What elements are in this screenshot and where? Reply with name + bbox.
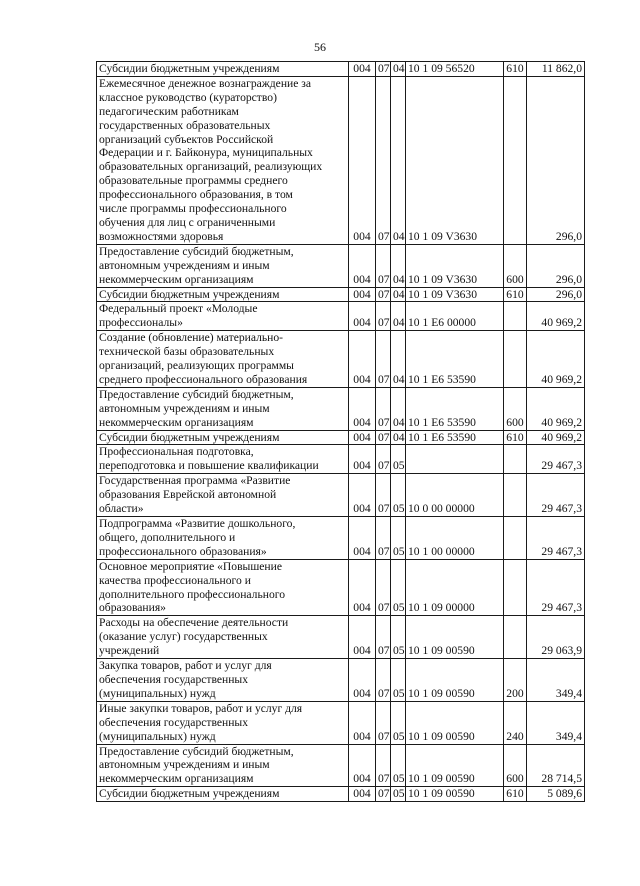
subsection-code-cell: 05 xyxy=(391,559,406,616)
section-code-cell: 07 xyxy=(376,76,391,244)
ministry-code-cell: 004 xyxy=(349,559,376,616)
subsection-code-cell: 05 xyxy=(391,744,406,787)
expense-type-code-cell: 600 xyxy=(504,244,527,287)
row-name-line: образования» xyxy=(99,601,166,615)
row-name-line: переподготовка и повышение квалификации xyxy=(99,459,319,473)
table-row xyxy=(97,331,585,388)
target-item-code-cell: 10 1 E6 00000 xyxy=(406,302,504,331)
ministry-code-cell: 004 xyxy=(349,287,376,302)
row-name-line: организаций, реализующих программы xyxy=(99,359,294,373)
amount-cell: 40 969,2 xyxy=(527,430,585,445)
row-name-line: Ежемесячное денежное вознаграждение за xyxy=(99,76,311,90)
amount-cell: 296,0 xyxy=(527,244,585,287)
row-name-cell xyxy=(97,517,349,560)
row-name-line: числе программы профессионального xyxy=(99,202,287,216)
target-item-code-cell: 10 1 09 V3630 xyxy=(406,244,504,287)
row-name-line: Создание (обновление) материально- xyxy=(99,331,284,345)
row-name-cell xyxy=(97,287,349,302)
row-name-line: Предоставление субсидий бюджетным, xyxy=(99,244,294,258)
subsection-code-cell: 05 xyxy=(391,517,406,560)
subsection-code-cell: 04 xyxy=(391,387,406,430)
row-name-cell xyxy=(97,787,349,802)
subsection-code-cell: 05 xyxy=(391,616,406,659)
row-name-line: профессионалы» xyxy=(99,316,183,330)
amount-cell: 349,4 xyxy=(527,701,585,744)
table-row xyxy=(97,76,585,244)
row-name-line: образования Еврейской автономной xyxy=(99,488,277,502)
ministry-code-cell: 004 xyxy=(349,659,376,702)
target-item-code-cell: 10 1 09 V3630 xyxy=(406,287,504,302)
expense-type-code-cell: 610 xyxy=(504,287,527,302)
row-name-cell xyxy=(97,244,349,287)
table-row xyxy=(97,387,585,430)
subsection-code-cell: 05 xyxy=(391,474,406,517)
table-row xyxy=(97,62,585,77)
target-item-code-cell: 10 1 09 00590 xyxy=(406,616,504,659)
row-name-cell xyxy=(97,430,349,445)
amount-cell: 349,4 xyxy=(527,659,585,702)
amount-cell: 40 969,2 xyxy=(527,302,585,331)
table-row xyxy=(97,616,585,659)
row-name-cell xyxy=(97,744,349,787)
ministry-code-cell: 004 xyxy=(349,474,376,517)
table-row xyxy=(97,787,585,802)
subsection-code-cell: 04 xyxy=(391,76,406,244)
ministry-code-cell: 004 xyxy=(349,244,376,287)
row-name-line: классное руководство (кураторство) xyxy=(99,90,277,104)
row-name-line: Субсидии бюджетным учреждениям xyxy=(99,787,280,801)
amount-cell: 296,0 xyxy=(527,287,585,302)
row-name-line: Подпрограмма «Развитие дошкольного, xyxy=(99,517,296,530)
row-name-cell xyxy=(97,76,349,244)
section-code-cell: 07 xyxy=(376,787,391,802)
row-name-line: педагогическим работникам xyxy=(99,104,239,118)
ministry-code-cell: 004 xyxy=(349,787,376,802)
row-name-line: обеспечения государственных xyxy=(99,672,249,686)
table-row xyxy=(97,244,585,287)
row-name-line: Федерации и г. Байконура, муниципальных xyxy=(99,146,313,160)
table-row xyxy=(97,445,585,474)
table-row xyxy=(97,302,585,331)
ministry-code-cell: 004 xyxy=(349,701,376,744)
ministry-code-cell: 004 xyxy=(349,62,376,77)
expense-type-code-cell xyxy=(504,559,527,616)
subsection-code-cell: 04 xyxy=(391,287,406,302)
subsection-code-cell: 04 xyxy=(391,331,406,388)
section-code-cell: 07 xyxy=(376,244,391,287)
table-body xyxy=(97,62,585,802)
table-row xyxy=(97,659,585,702)
row-name-line: некоммерческим организациям xyxy=(99,415,254,429)
amount-cell: 11 862,0 xyxy=(527,62,585,77)
target-item-code-cell xyxy=(406,445,504,474)
section-code-cell: 07 xyxy=(376,474,391,517)
section-code-cell: 07 xyxy=(376,62,391,77)
row-name-cell xyxy=(97,559,349,616)
row-name-line: среднего профессионального образования xyxy=(99,372,308,386)
target-item-code-cell: 10 1 09 00590 xyxy=(406,744,504,787)
row-name-line: возможностями здоровья xyxy=(99,229,224,243)
row-name-line: качества профессионального и xyxy=(99,573,251,587)
expense-type-code-cell xyxy=(504,445,527,474)
row-name-line: (муниципальных) нужд xyxy=(99,686,216,700)
expense-type-code-cell: 610 xyxy=(504,62,527,77)
ministry-code-cell: 004 xyxy=(349,445,376,474)
subsection-code-cell: 05 xyxy=(391,701,406,744)
amount-cell: 29 467,3 xyxy=(527,445,585,474)
table-row xyxy=(97,430,585,445)
ministry-code-cell: 004 xyxy=(349,387,376,430)
subsection-code-cell: 05 xyxy=(391,659,406,702)
expense-type-code-cell: 600 xyxy=(504,744,527,787)
subsection-code-cell: 04 xyxy=(391,302,406,331)
subsection-code-cell: 04 xyxy=(391,244,406,287)
section-code-cell: 07 xyxy=(376,616,391,659)
row-name-cell xyxy=(97,616,349,659)
table-row xyxy=(97,287,585,302)
target-item-code-cell: 10 1 09 00590 xyxy=(406,659,504,702)
section-code-cell: 07 xyxy=(376,744,391,787)
row-name-line: некоммерческим организациям xyxy=(99,272,254,286)
row-name-line: автономным учреждениям и иным xyxy=(99,258,270,272)
row-name-cell xyxy=(97,387,349,430)
target-item-code-cell: 10 1 E6 53590 xyxy=(406,430,504,445)
section-code-cell: 07 xyxy=(376,302,391,331)
expense-type-code-cell xyxy=(504,517,527,560)
target-item-code-cell: 10 1 09 56520 xyxy=(406,62,504,77)
ministry-code-cell: 004 xyxy=(349,76,376,244)
target-item-code-cell: 10 0 00 00000 xyxy=(406,474,504,517)
expense-type-code-cell: 610 xyxy=(504,787,527,802)
row-name-line: Предоставление субсидий бюджетным, xyxy=(99,387,294,401)
expense-type-code-cell: 200 xyxy=(504,659,527,702)
expense-type-code-cell xyxy=(504,76,527,244)
amount-cell: 28 714,5 xyxy=(527,744,585,787)
row-name-cell xyxy=(97,302,349,331)
row-name-line: Иные закупки товаров, работ и услуг для xyxy=(99,701,303,715)
row-name-line: автономным учреждениям и иным xyxy=(99,758,270,772)
subsection-code-cell: 04 xyxy=(391,62,406,77)
target-item-code-cell: 10 1 00 00000 xyxy=(406,517,504,560)
row-name-line: обеспечения государственных xyxy=(99,715,249,729)
subsection-code-cell: 05 xyxy=(391,787,406,802)
expense-type-code-cell xyxy=(504,616,527,659)
subsection-code-cell: 04 xyxy=(391,430,406,445)
row-name-line: Закупка товаров, работ и услуг для xyxy=(99,659,272,673)
row-name-line: некоммерческим организациям xyxy=(99,772,254,786)
ministry-code-cell: 004 xyxy=(349,331,376,388)
row-name-line: Расходы на обеспечение деятельности xyxy=(99,616,289,630)
section-code-cell: 07 xyxy=(376,331,391,388)
table-row xyxy=(97,701,585,744)
table-row xyxy=(97,474,585,517)
expense-type-code-cell xyxy=(504,331,527,388)
row-name-line: Государственная программа «Развитие xyxy=(99,474,291,488)
amount-cell: 40 969,2 xyxy=(527,331,585,388)
row-name-line: организаций субъектов Российской xyxy=(99,132,274,146)
row-name-line: (муниципальных) нужд xyxy=(99,729,216,743)
amount-cell: 5 089,6 xyxy=(527,787,585,802)
page-number: 56 xyxy=(314,40,326,54)
row-name-line: (оказание услуг) государственных xyxy=(99,630,268,644)
row-name-cell xyxy=(97,62,349,77)
row-name-line: области» xyxy=(99,502,144,516)
target-item-code-cell: 10 1 E6 53590 xyxy=(406,331,504,388)
row-name-line: Субсидии бюджетным учреждениям xyxy=(99,287,280,301)
target-item-code-cell: 10 1 09 00590 xyxy=(406,787,504,802)
table-row xyxy=(97,517,585,560)
amount-cell: 40 969,2 xyxy=(527,387,585,430)
ministry-code-cell: 004 xyxy=(349,517,376,560)
row-name-line: образовательные программы среднего xyxy=(99,174,288,188)
row-name-line: дополнительного профессионального xyxy=(99,587,286,601)
row-name-line: Субсидии бюджетным учреждениям xyxy=(99,62,280,75)
row-name-cell xyxy=(97,474,349,517)
expense-type-code-cell: 610 xyxy=(504,430,527,445)
section-code-cell: 07 xyxy=(376,430,391,445)
ministry-code-cell: 004 xyxy=(349,302,376,331)
row-name-line: профессионального образования» xyxy=(99,544,267,558)
section-code-cell: 07 xyxy=(376,287,391,302)
row-name-line: Федеральный проект «Молодые xyxy=(99,302,258,316)
amount-cell: 29 467,3 xyxy=(527,517,585,560)
amount-cell: 29 063,9 xyxy=(527,616,585,659)
section-code-cell: 07 xyxy=(376,659,391,702)
section-code-cell: 07 xyxy=(376,445,391,474)
ministry-code-cell: 004 xyxy=(349,430,376,445)
target-item-code-cell: 10 1 09 00590 xyxy=(406,701,504,744)
row-name-line: общего, дополнительного и xyxy=(99,530,236,544)
table-row xyxy=(97,744,585,787)
amount-cell: 296,0 xyxy=(527,76,585,244)
row-name-line: государственных образовательных xyxy=(99,118,271,132)
ministry-code-cell: 004 xyxy=(349,616,376,659)
row-name-line: Основное мероприятие «Повышение xyxy=(99,559,282,573)
section-code-cell: 07 xyxy=(376,559,391,616)
row-name-line: Субсидии бюджетным учреждениям xyxy=(99,430,280,444)
expense-type-code-cell: 240 xyxy=(504,701,527,744)
row-name-cell xyxy=(97,659,349,702)
row-name-line: Профессиональная подготовка, xyxy=(99,445,254,459)
row-name-line: профессионального образования, в том xyxy=(99,188,293,202)
row-name-line: образовательных организаций, реализующих xyxy=(99,160,323,174)
expense-type-code-cell xyxy=(504,474,527,517)
row-name-cell xyxy=(97,331,349,388)
row-name-line: учреждений xyxy=(99,644,160,658)
amount-cell: 29 467,3 xyxy=(527,559,585,616)
row-name-line: технической базы образовательных xyxy=(99,345,275,359)
row-name-line: автономным учреждениям и иным xyxy=(99,401,270,415)
target-item-code-cell: 10 1 09 00000 xyxy=(406,559,504,616)
row-name-cell xyxy=(97,445,349,474)
expense-type-code-cell: 600 xyxy=(504,387,527,430)
section-code-cell: 07 xyxy=(376,517,391,560)
section-code-cell: 07 xyxy=(376,701,391,744)
table-row xyxy=(97,559,585,616)
target-item-code-cell: 10 1 E6 53590 xyxy=(406,387,504,430)
row-name-line: Предоставление субсидий бюджетным, xyxy=(99,744,294,758)
amount-cell: 29 467,3 xyxy=(527,474,585,517)
budget-table xyxy=(96,61,585,802)
subsection-code-cell: 05 xyxy=(391,445,406,474)
target-item-code-cell: 10 1 09 V3630 xyxy=(406,76,504,244)
expense-type-code-cell xyxy=(504,302,527,331)
row-name-cell xyxy=(97,701,349,744)
ministry-code-cell: 004 xyxy=(349,744,376,787)
row-name-line: обучения для лиц с ограниченными xyxy=(99,215,276,229)
section-code-cell: 07 xyxy=(376,387,391,430)
